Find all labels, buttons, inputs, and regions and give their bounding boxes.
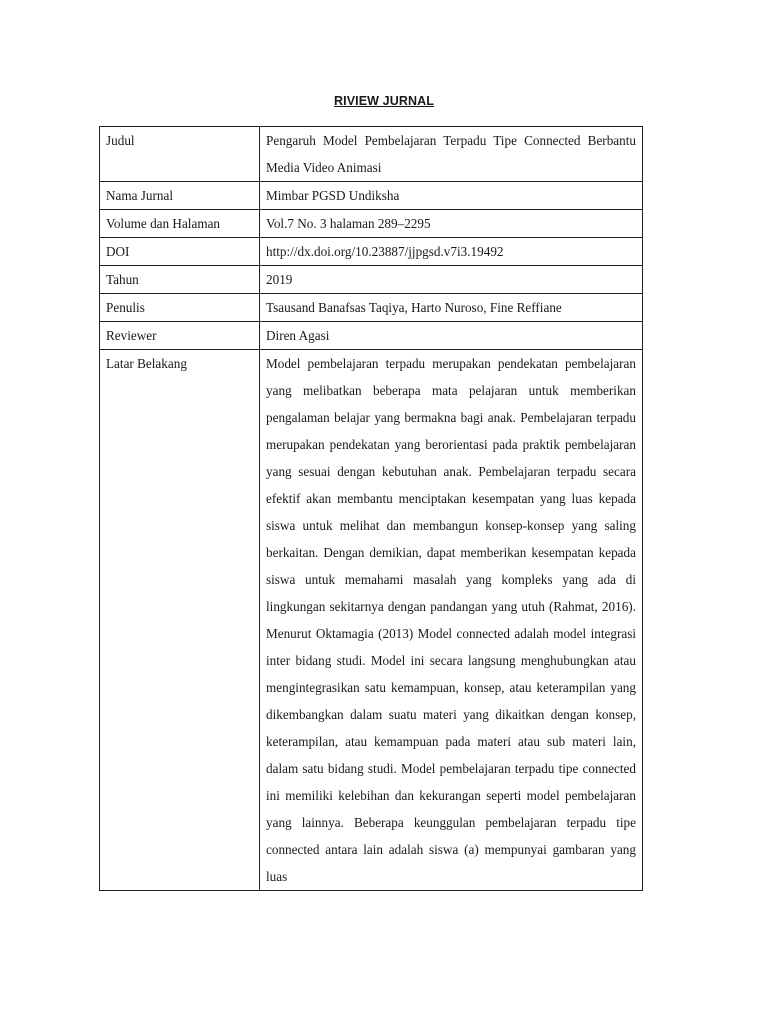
table-row-judul: [100, 127, 643, 182]
row-value: Model pembelajaran terpadu merupakan pendekatan pembelajaran yang melibatkan beberapa mata pelajaran untuk memberikan pengalaman belajar yang bermakna bagi anak. Pembelajaran terpadu merupakan pendekatan yang berorientasi pada praktik pembelajaran yang sesuai dengan kebutuhan anak. Pembelajaran terpadu secara efektif akan membantu menciptakan kesempatan yang luas kepada siswa untuk melihat dan membangun konsep-konsep yang saling berkaitan. Dengan demikian, dapat memberikan kesempatan kepada siswa untuk memahami masalah yang kompleks yang ada di lingkungan sekitarnya dengan pandangan yang utuh (Rahmat, 2016). Menurut Oktamagia (2013) Model connected adalah model integrasi inter bidang studi. Model ini secara langsung menghubungkan atau mengintegrasikan satu kemampuan, konsep, atau keterampilan yang dikembangkan dalam suatu materi yang dikaitkan dengan konsep, keterampilan, atau kemampuan pada materi atau sub materi lain, dalam satu bidang studi. Model pembelajaran terpadu tipe connected ini memiliki kelebihan dan kekurangan seperti model pembelajaran yang lainnya. Beberapa keunggulan pembelajaran terpadu tipe connected antara lain adalah siswa (a) mempunyai gambaran yang luas: [260, 350, 643, 891]
review-table: [99, 126, 643, 891]
row-label: Latar Belakang: [100, 350, 260, 891]
row-label: Volume dan Halaman: [100, 210, 260, 238]
table-row-tahun: [100, 266, 643, 294]
row-label: Reviewer: [100, 322, 260, 350]
row-label: Penulis: [100, 294, 260, 322]
row-label: Judul: [100, 127, 260, 182]
row-value: Mimbar PGSD Undiksha: [260, 182, 643, 210]
row-label: DOI: [100, 238, 260, 266]
row-value: Tsausand Banafsas Taqiya, Harto Nuroso, Fine Reffiane: [260, 294, 643, 322]
table-row-latar-belakang: [100, 350, 643, 891]
doi-link[interactable]: http://dx.doi.org/10.23887/jjpgsd.v7i3.19492: [260, 238, 643, 266]
row-value: Diren Agasi: [260, 322, 643, 350]
table-row-nama-jurnal: [100, 182, 643, 210]
table-row-doi: [100, 238, 643, 266]
table-row-volume: [100, 210, 643, 238]
row-value: 2019: [260, 266, 643, 294]
table-row-penulis: [100, 294, 643, 322]
row-label: Tahun: [100, 266, 260, 294]
row-value: Vol.7 No. 3 halaman 289–2295: [260, 210, 643, 238]
document-title: RIVIEW JURNAL: [334, 94, 434, 108]
row-value: Pengaruh Model Pembelajaran Terpadu Tipe Connected Berbantu Media Video Animasi: [260, 127, 643, 182]
table-row-reviewer: [100, 322, 643, 350]
row-label: Nama Jurnal: [100, 182, 260, 210]
